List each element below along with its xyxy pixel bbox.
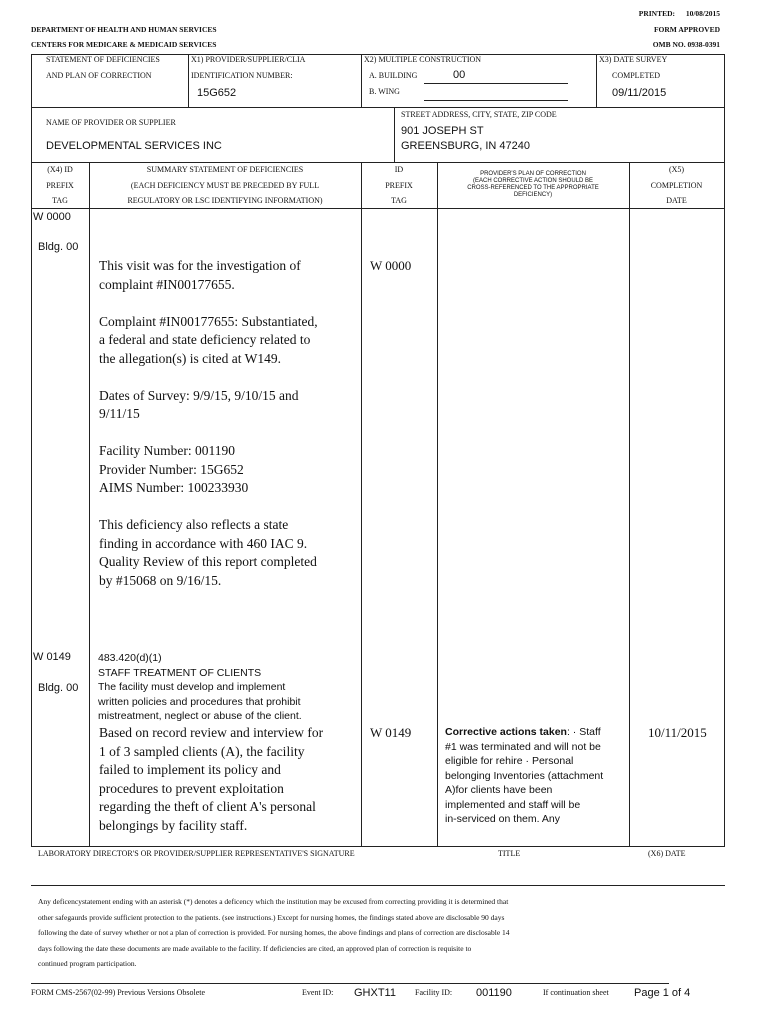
id-header-1: ID bbox=[394, 165, 404, 174]
building-value: 00 bbox=[453, 69, 466, 81]
entry2-text: Based on record review and interview for 1 of 3 sampled clients (A), the facility failed to implement its policy and procedures to prevent exploitation regarding the theft of client A's personal belongings by facility staff. bbox=[99, 725, 324, 833]
printed-label: PRINTED: bbox=[638, 9, 675, 18]
x1-label: X1) PROVIDER/SUPPLIER/CLIA bbox=[191, 55, 306, 64]
event-id-value: GHXT11 bbox=[354, 987, 396, 999]
plan-header-4: DEFICIENCY) bbox=[513, 192, 553, 198]
x2-label: X2) MULTIPLE CONSTRUCTION bbox=[364, 55, 482, 64]
continuation-label: If continuation sheet bbox=[543, 988, 609, 997]
plan-header-1: PROVIDER'S PLAN OF CORRECTION bbox=[480, 171, 586, 177]
printed-date: 10/08/2015 bbox=[685, 9, 720, 18]
facility-id-label: Facility ID: bbox=[415, 988, 453, 997]
entry1-tag: W 0000 bbox=[33, 211, 71, 223]
plan-header-2: (EACH CORRECTIVE ACTION SHOULD BE bbox=[472, 178, 594, 184]
wing-label: B. WING bbox=[369, 87, 400, 96]
building-label: A. BUILDING bbox=[369, 71, 418, 80]
department: DEPARTMENT OF HEALTH AND HUMAN SERVICES bbox=[31, 25, 217, 34]
x4-header-1: (X4) ID bbox=[47, 165, 73, 174]
entry2-regulation: 483.420(d)(1) STAFF TREATMENT OF CLIENTS The facility must develop and implement written policies and procedures that prohibit mistreatment, neglect or abuse of the client. bbox=[98, 652, 302, 722]
form-number: FORM CMS-2567(02-99) Previous Versions Obsolete bbox=[31, 988, 206, 997]
entry1-id-tag: W 0000 bbox=[370, 258, 412, 273]
entry1-building: Bldg. 00 bbox=[38, 241, 79, 253]
plan-header-3: CROSS-REFERENCED TO THE APPROPRIATE bbox=[467, 185, 599, 191]
title-label: TITLE bbox=[498, 849, 521, 858]
x3-label: X3) DATE SURVEY bbox=[599, 55, 668, 64]
entry2-id-tag: W 0149 bbox=[370, 725, 412, 740]
facility-id-value: 001190 bbox=[476, 987, 512, 999]
x1-sublabel: IDENTIFICATION NUMBER: bbox=[191, 71, 293, 80]
provider-id: 15G652 bbox=[197, 87, 237, 99]
date-completed: 09/11/2015 bbox=[612, 87, 667, 99]
signature-label: LABORATORY DIRECTOR'S OR PROVIDER/SUPPLIER REPRESENTATIVE'S SIGNATURE bbox=[38, 849, 355, 858]
entry2-building: Bldg. 00 bbox=[38, 682, 79, 694]
page-number: Page 1 of 4 bbox=[634, 987, 691, 999]
summary-header-3: REGULATORY OR LSC IDENTIFYING INFORMATION) bbox=[127, 196, 323, 205]
x4-header-2: PREFIX bbox=[46, 181, 74, 190]
address-label: STREET ADDRESS, CITY, STATE, ZIP CODE bbox=[401, 110, 557, 119]
x6-date-label: (X6) DATE bbox=[648, 849, 686, 858]
entry2-plan: Corrective actions taken: · Staff #1 was terminated and will not be eligible for rehire · Personal belonging Inventories (attachment A)for clients have been implemented and staff will be in-serviced on them. Any bbox=[445, 726, 604, 825]
summary-header-2: (EACH DEFICIENCY MUST BE PRECEDED BY FULL bbox=[130, 181, 320, 190]
provider-name: DEVELOPMENTAL SERVICES INC bbox=[46, 140, 222, 152]
entry2-completion-date: 10/11/2015 bbox=[648, 725, 707, 740]
entry1-text: This visit was for the investigation of complaint #IN00177655. Complaint #IN00177655: Substantiated, a federal and state deficiency related to the allegation(s) is cited at W149. Dates of Survey: 9/9/15, 9/10/15 and 9/11/15 Facility Number: 001190 Provider Number: 15G652 AIMS Number: 100233930 This deficiency also reflects a state finding in accordance with 460 IAC 9. Quality Review of this report completed by #15068 on 9/16/15. bbox=[99, 258, 318, 588]
omb-number: OMB NO. 0938-0391 bbox=[652, 40, 720, 49]
provider-name-label: NAME OF PROVIDER OR SUPPLIER bbox=[46, 118, 176, 127]
x4-header-3: TAG bbox=[52, 196, 68, 205]
event-id-label: Event ID: bbox=[302, 988, 334, 997]
x5-header-3: DATE bbox=[666, 196, 687, 205]
centers: CENTERS FOR MEDICARE & MEDICAID SERVICES bbox=[31, 40, 217, 49]
x5-header-2: COMPLETION bbox=[650, 181, 703, 190]
x3-sublabel: COMPLETED bbox=[612, 71, 660, 80]
statement-label-1: STATEMENT OF DEFICIENCIES bbox=[46, 55, 160, 64]
form-approved: FORM APPROVED bbox=[653, 25, 720, 34]
entry2-tag: W 0149 bbox=[33, 651, 71, 663]
address-line-1: 901 JOSEPH ST bbox=[401, 125, 484, 137]
summary-header-1: SUMMARY STATEMENT OF DEFICIENCIES bbox=[146, 165, 304, 174]
id-header-2: PREFIX bbox=[385, 181, 413, 190]
address-line-2: GREENSBURG, IN 47240 bbox=[401, 140, 530, 152]
disclaimer: Any deficencystatement ending with an asterisk (*) denotes a deficency which the institution may be excused from correcting providing it is determined that other safegaurds provide sufficient protection to the patients. (see instructions.) Except for nursing homes, the findings stated above are disclosable 90 days following the date of survey whether or not a plan of correction is provided. For nursing homes, the above findings and plans of correction are disclosable 14 days following the date these documents are made available to the facility. If deficiencies are cited, an approved plan of correction is requisite to continued program participation. bbox=[38, 897, 510, 968]
x5-header-1: (X5) bbox=[668, 165, 685, 174]
id-header-3: TAG bbox=[391, 196, 407, 205]
statement-label-2: AND PLAN OF CORRECTION bbox=[46, 71, 152, 80]
